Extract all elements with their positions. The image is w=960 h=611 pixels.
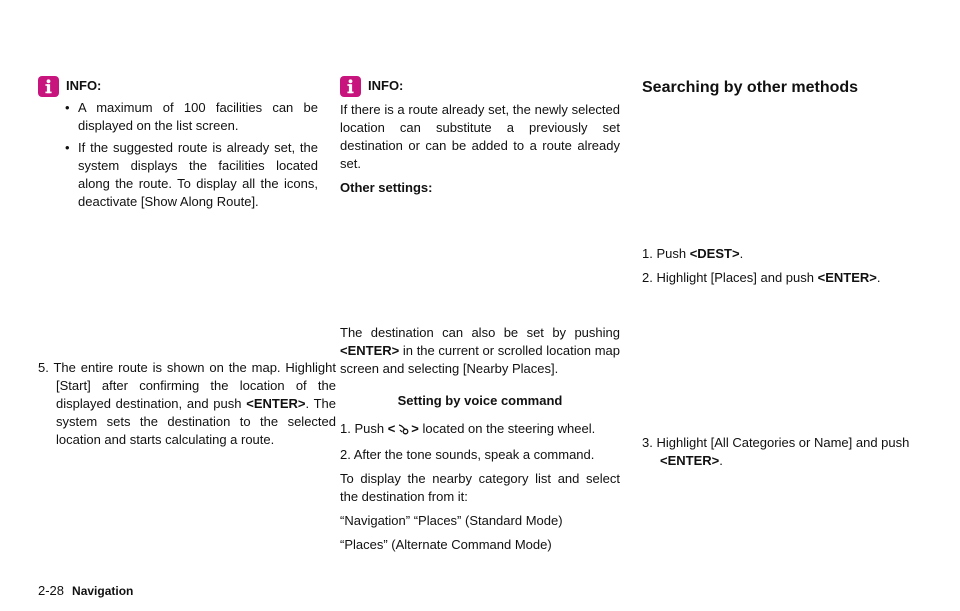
search-step-2: 2. Highlight [Places] and push <ENTER>. — [642, 270, 881, 285]
info-icon — [38, 76, 59, 97]
list-item: • If the suggested route is already set, the system displays the facilities located along the route. To display all the icons, deactivate [Show Along Route]. — [65, 140, 318, 209]
other-settings-heading: Other settings: — [340, 180, 433, 195]
search-steps-top — [642, 245, 932, 293]
voice-steps — [340, 420, 620, 554]
section-name: Navigation — [72, 584, 134, 598]
info-label: INFO: — [368, 78, 404, 93]
info-block-2 — [340, 76, 620, 197]
list-item: • A maximum of 100 facilities can be displayed on the list screen. — [65, 100, 318, 133]
section-heading: Searching by other methods — [642, 79, 859, 96]
info-bullet-list — [38, 99, 318, 211]
page-footer — [38, 582, 133, 600]
info-label: INFO: — [66, 78, 102, 93]
display-instructions: To display the nearby category list and select the destination from it: — [340, 471, 620, 504]
enter-key-label: <ENTER> — [340, 343, 400, 358]
voice-step-2: 2. After the tone sounds, speak a command. — [340, 447, 595, 462]
search-step-3: 3. Highlight [All Categories or Name] and push <ENTER>. — [642, 435, 910, 468]
info-header — [38, 76, 318, 97]
voice-step-1: 1. Push < > located on the steering wheel. — [340, 420, 620, 440]
nearby-text: The destination can also be set by pushing <ENTER> in the current or scrolled location map screen and selecting [Nearby Places]. — [340, 325, 620, 376]
voice-command-1: “Navigation” “Places” (Standard Mode) — [340, 513, 563, 528]
dest-key-label: <DEST> — [689, 246, 740, 261]
voice-command-heading: Setting by voice command — [397, 393, 563, 408]
search-step-1: 1. Push <DEST>. — [642, 246, 744, 261]
talk-switch-icon — [397, 422, 409, 440]
page-number: 2-28 — [38, 583, 65, 598]
info-text: If there is a route already set, the newly selected location can substitute a previously set destination or can be added to a route already set. — [340, 102, 620, 171]
enter-key-label: <ENTER> — [817, 270, 877, 285]
nearby-section — [340, 324, 620, 560]
step-5-text: 5. The entire route is shown on the map. Highlight [Start] after confirming the location of the displayed destination, and push <ENTER>. The system sets the destination to the selected location and starts calculating a route. — [38, 360, 336, 447]
enter-key-label: <ENTER> — [660, 453, 720, 468]
voice-command-2: “Places” (Alternate Command Mode) — [340, 537, 552, 552]
info-block-1 — [38, 76, 318, 215]
info-icon — [340, 76, 361, 97]
enter-key-label: <ENTER> — [246, 396, 306, 411]
info-header — [340, 76, 620, 97]
